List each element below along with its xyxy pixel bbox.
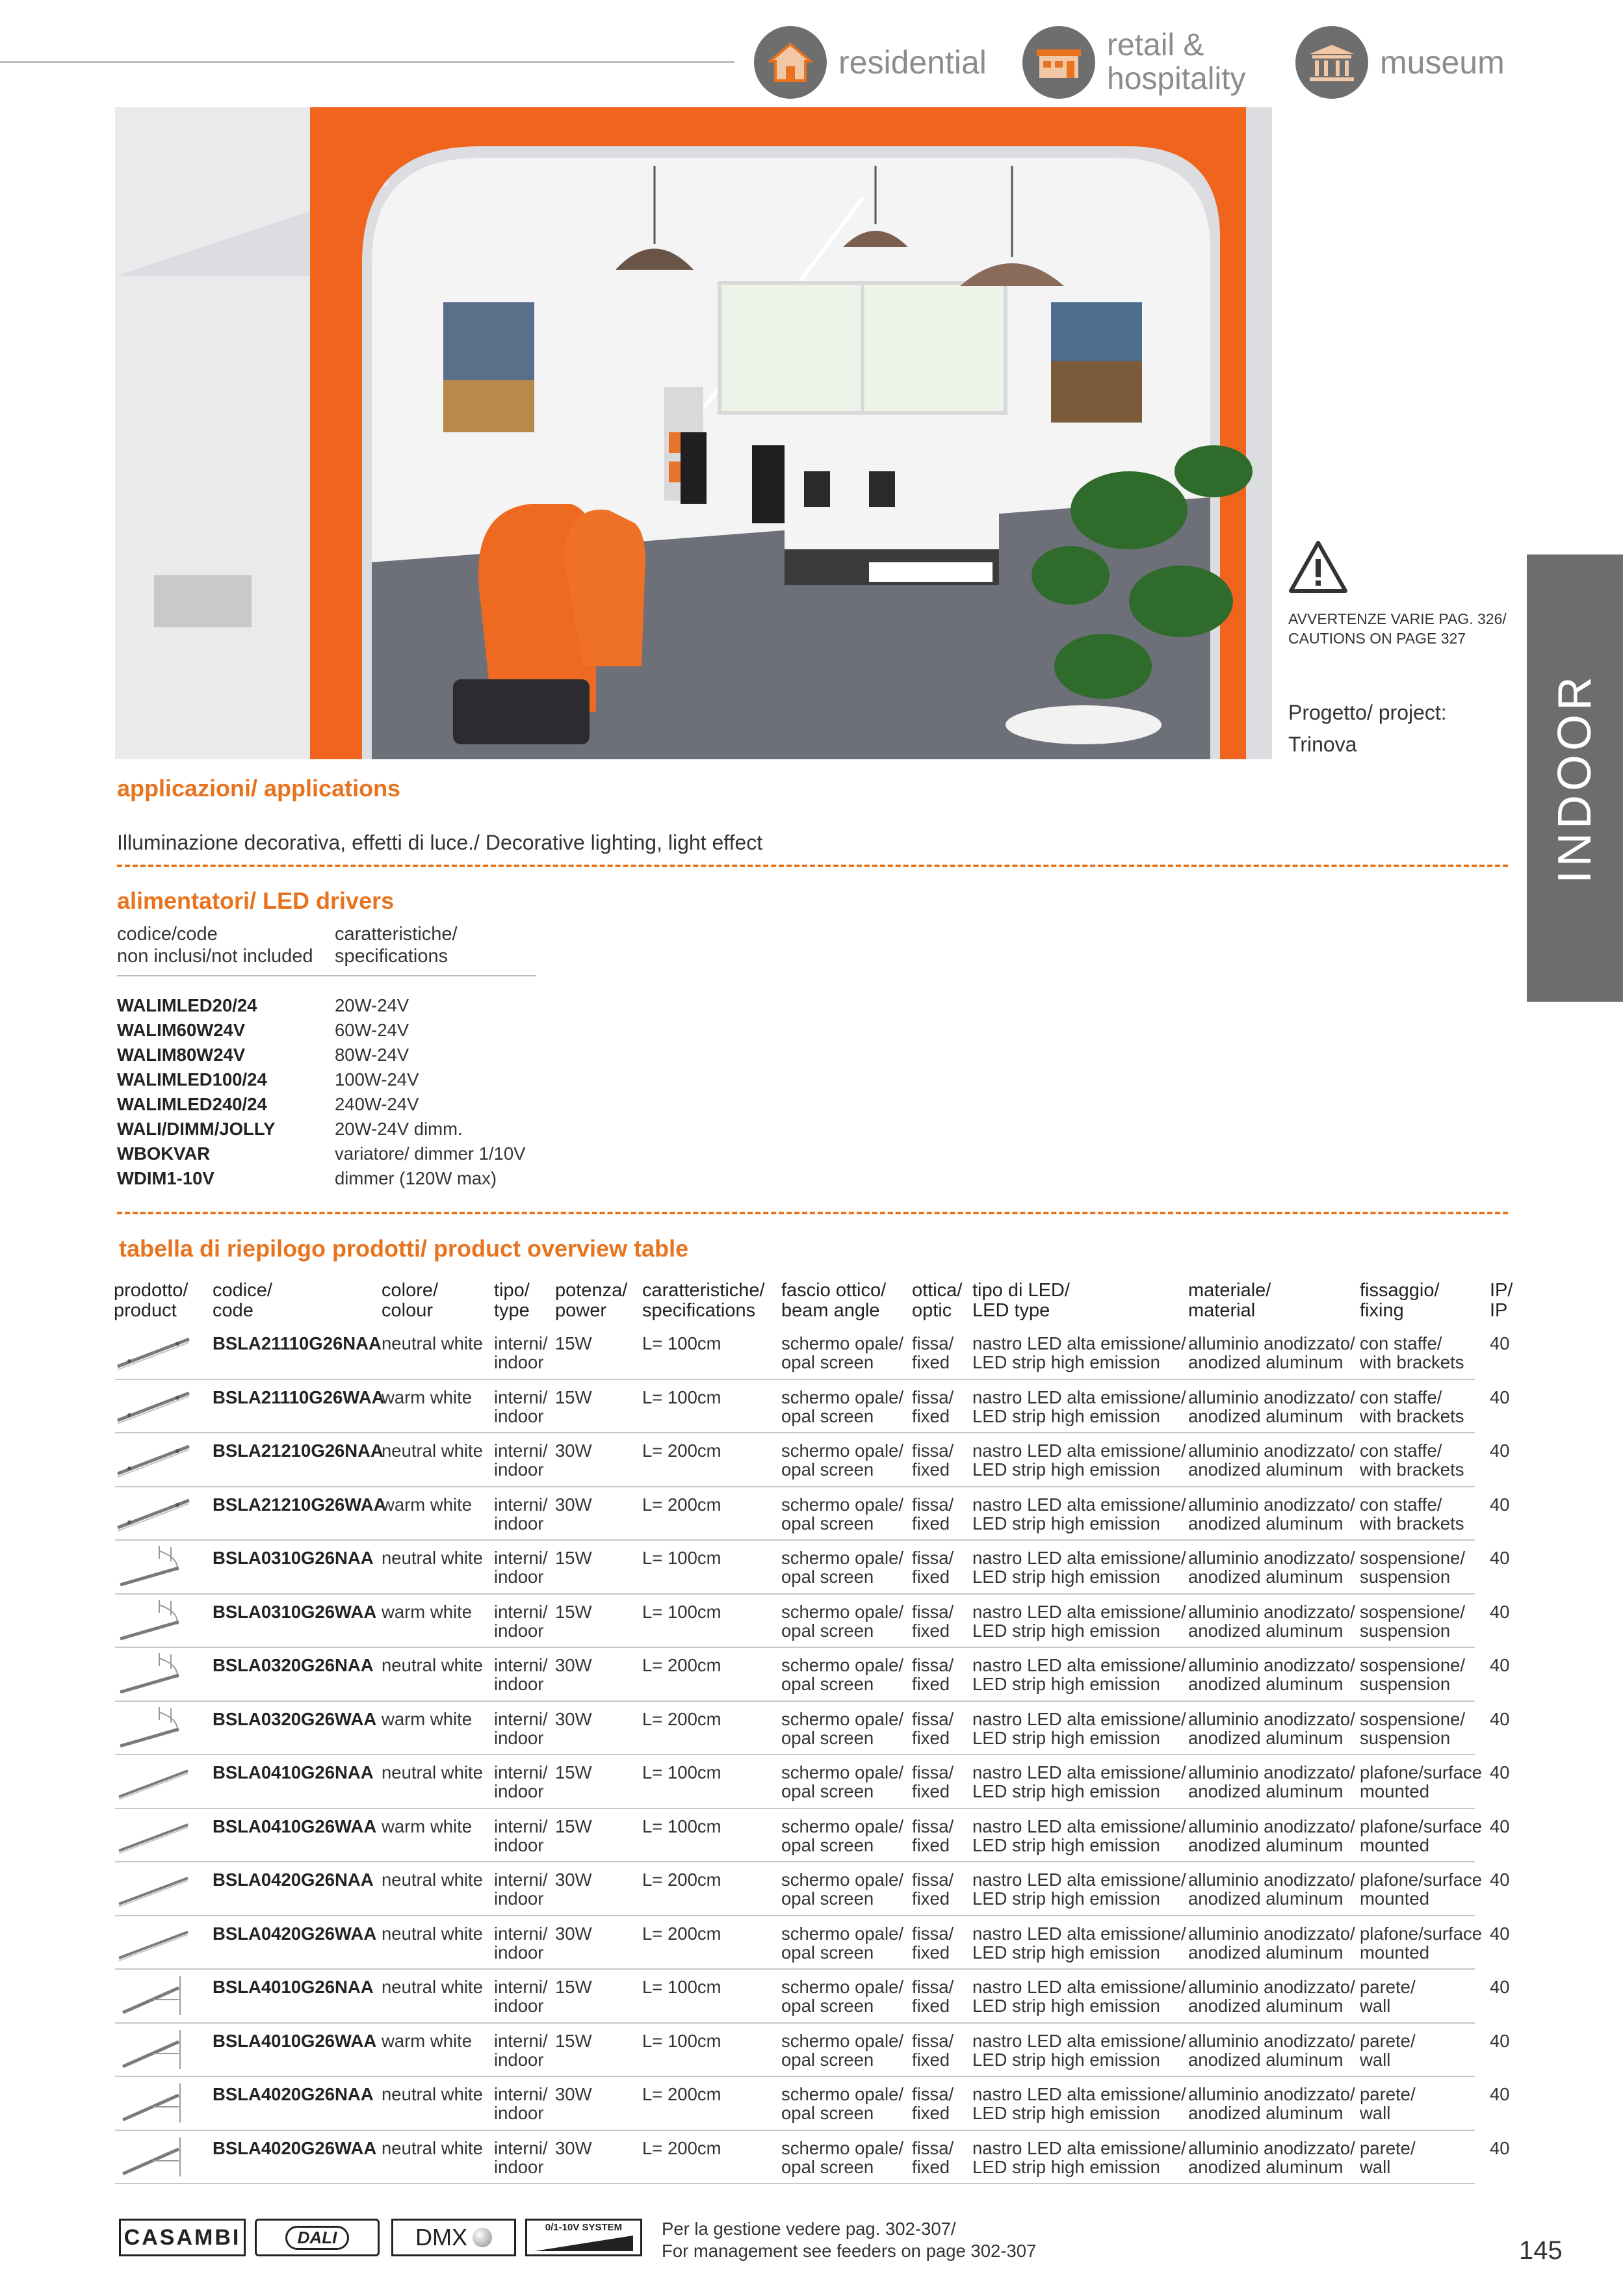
cell-colour: neutral white [382, 2084, 483, 2104]
driver-code: WBOKVAR [117, 1143, 211, 1164]
cell-material: alluminio anodizzato/ anodized aluminum [1188, 1762, 1355, 1801]
cell-type: interni/ indoor [494, 1923, 548, 1963]
cell-ip: 40 [1490, 1333, 1510, 1353]
th-led: tipo di LED/ LED type [972, 1280, 1070, 1321]
cell-beam: schermo opale/ opal screen [781, 1494, 904, 1533]
cell-material: alluminio anodizzato/ anodized aluminum [1188, 1977, 1355, 2016]
cell-power: 15W [555, 1601, 592, 1622]
cell-optic: fissa/ fixed [912, 1548, 954, 1587]
cell-optic: fissa/ fixed [912, 1387, 954, 1426]
cell-ip: 40 [1490, 1494, 1510, 1515]
note-line: Per la gestione vedere pag. 302-307/ [662, 2219, 956, 2239]
row-divider [115, 2183, 1475, 2184]
product-thumbnail-strip-diagonal [114, 1437, 192, 1486]
table-row [0, 1380, 1623, 1434]
product-thumbnail-suspension [114, 1598, 192, 1647]
product-thumbnail-surface [114, 1813, 192, 1862]
cell-type: interni/ indoor [494, 1816, 548, 1855]
product-thumbnail-strip-diagonal [114, 1384, 192, 1433]
driver-row [117, 1141, 572, 1166]
th-fixing: fissaggio/ fixing [1360, 1280, 1440, 1321]
cell-fixing: sospensione/ suspension [1360, 1655, 1466, 1694]
driver-spec: dimmer (120W max) [335, 1168, 497, 1188]
driver-code: WALIMLED240/24 [117, 1094, 267, 1114]
shop-icon [1022, 26, 1095, 99]
product-thumbnail-wall [114, 2028, 192, 2076]
cell-code: BSLA4020G26WAA [213, 2137, 377, 2158]
driver-row [117, 1166, 572, 1191]
cell-type: interni/ indoor [494, 2137, 548, 2177]
cell-code: BSLA0420G26WAA [213, 1923, 377, 1944]
cell-led: nastro LED alta emissione/ LED strip high emission [972, 1655, 1186, 1694]
table-row [0, 1970, 1623, 2024]
cell-ip: 40 [1490, 1977, 1510, 1997]
project-name: Trinova [1288, 733, 1357, 756]
th-material: materiale/ material [1188, 1280, 1271, 1321]
cell-specs: L= 100cm [642, 1387, 721, 1407]
driver-spec: variatore/ dimmer 1/10V [335, 1143, 526, 1164]
cell-beam: schermo opale/ opal screen [781, 1548, 904, 1587]
product-thumbnail-surface [114, 1866, 192, 1915]
th-beam: fascio ottico/ beam angle [781, 1280, 887, 1321]
cell-specs: L= 200cm [642, 2084, 721, 2104]
drivers-header-code [117, 923, 313, 967]
cell-material: alluminio anodizzato/ anodized aluminum [1188, 1387, 1355, 1426]
cell-fixing: con staffe/ with brackets [1360, 1333, 1464, 1372]
cell-specs: L= 100cm [642, 1977, 721, 1997]
cell-type: interni/ indoor [494, 1762, 548, 1801]
table-row [0, 1595, 1623, 1649]
cell-type: interni/ indoor [494, 2030, 548, 2070]
cell-colour: neutral white [382, 1548, 483, 1568]
cell-code: BSLA0410G26NAA [213, 1762, 374, 1782]
table-row [0, 1648, 1623, 1702]
cell-beam: schermo opale/ opal screen [781, 1816, 904, 1855]
dmx-logo: DMX [391, 2219, 516, 2256]
driver-spec: 80W-24V [335, 1045, 409, 1065]
driver-row [117, 993, 572, 1018]
th-product: prodotto/ product [114, 1280, 188, 1321]
cell-beam: schermo opale/ opal screen [781, 2137, 904, 2177]
cell-specs: L= 200cm [642, 1655, 721, 1675]
cell-type: interni/ indoor [494, 1655, 548, 1694]
cell-power: 30W [555, 2084, 592, 2104]
category-retail-hospitality[interactable] [1022, 26, 1245, 99]
cell-fixing: plafone/surface mounted [1360, 1870, 1483, 1909]
cell-colour: warm white [382, 1494, 473, 1515]
cell-beam: schermo opale/ opal screen [781, 1870, 904, 1909]
note-line: For management see feeders on page 302-307 [662, 2241, 1037, 2261]
cell-specs: L= 200cm [642, 1923, 721, 1944]
cell-colour: neutral white [382, 1333, 483, 1353]
cell-fixing: plafone/surface mounted [1360, 1816, 1483, 1855]
driver-code: WALIM80W24V [117, 1045, 246, 1065]
product-thumbnail-strip-diagonal [114, 1330, 192, 1379]
driver-code: WALIMLED100/24 [117, 1069, 267, 1089]
cell-beam: schermo opale/ opal screen [781, 1441, 904, 1480]
project-photo [115, 107, 1272, 759]
cell-code: BSLA0310G26WAA [213, 1601, 377, 1622]
cell-colour: warm white [382, 1387, 473, 1407]
cell-material: alluminio anodizzato/ anodized aluminum [1188, 1601, 1355, 1641]
cell-fixing: parete/ wall [1360, 1977, 1416, 2016]
category-residential[interactable] [754, 26, 987, 99]
cell-colour: neutral white [382, 1441, 483, 1461]
cell-fixing: parete/ wall [1360, 2030, 1416, 2070]
product-thumbnail-wall [114, 2081, 192, 2130]
cell-power: 30W [555, 2137, 592, 2158]
page-number: 145 [1519, 2236, 1563, 2265]
cell-fixing: con staffe/ with brackets [1360, 1441, 1464, 1480]
cell-power: 30W [555, 1655, 592, 1675]
cell-type: interni/ indoor [494, 1494, 548, 1533]
top-rule [0, 61, 734, 63]
table-row [0, 2077, 1623, 2131]
cell-led: nastro LED alta emissione/ LED strip high emission [972, 2030, 1186, 2070]
applications-heading: applicazioni/ applications [117, 775, 401, 802]
cell-beam: schermo opale/ opal screen [781, 1977, 904, 2016]
header-line: codice/code [117, 924, 218, 945]
header-line: specifications [335, 946, 448, 967]
cell-specs: L= 100cm [642, 1601, 721, 1622]
cell-led: nastro LED alta emissione/ LED strip high emission [972, 1870, 1186, 1909]
cell-ip: 40 [1490, 1762, 1510, 1782]
cell-power: 15W [555, 1548, 592, 1568]
cell-led: nastro LED alta emissione/ LED strip high emission [972, 1923, 1186, 1963]
overview-table-header [0, 1281, 1623, 1326]
cell-specs: L= 100cm [642, 1762, 721, 1782]
product-thumbnail-suspension [114, 1706, 192, 1755]
cell-fixing: parete/ wall [1360, 2084, 1416, 2123]
cell-beam: schermo opale/ opal screen [781, 1333, 904, 1372]
cell-code: BSLA4010G26NAA [213, 1977, 374, 1997]
cell-type: interni/ indoor [494, 1548, 548, 1587]
museum-icon [1295, 26, 1368, 99]
cell-optic: fissa/ fixed [912, 1494, 954, 1533]
overview-heading: tabella di riepilogo prodotti/ product overview table [119, 1235, 689, 1262]
cell-specs: L= 100cm [642, 1548, 721, 1568]
cell-specs: L= 200cm [642, 1870, 721, 1890]
cell-material: alluminio anodizzato/ anodized aluminum [1188, 1816, 1355, 1855]
cell-colour: warm white [382, 2030, 473, 2051]
driver-spec: 100W-24V [335, 1069, 419, 1089]
cell-specs: L= 200cm [642, 1494, 721, 1515]
cell-optic: fissa/ fixed [912, 1816, 954, 1855]
dmx-globe-icon [473, 2228, 492, 2247]
dashed-divider [117, 1212, 1508, 1214]
header-line: caratteristiche/ [335, 924, 458, 945]
th-specs: caratteristiche/ specifications [642, 1280, 765, 1321]
cell-colour: neutral white [382, 1655, 483, 1675]
driver-spec: 240W-24V [335, 1094, 419, 1114]
th-power: potenza/ power [555, 1280, 628, 1321]
cell-beam: schermo opale/ opal screen [781, 1655, 904, 1694]
cell-code: BSLA21110G26NAA [213, 1333, 382, 1353]
driver-code: WALIMLED20/24 [117, 995, 257, 1015]
cell-code: BSLA21110G26WAA [213, 1387, 385, 1407]
cell-optic: fissa/ fixed [912, 1333, 954, 1372]
dashed-divider [117, 865, 1508, 867]
cell-ip: 40 [1490, 1601, 1510, 1622]
cell-optic: fissa/ fixed [912, 1601, 954, 1641]
cell-beam: schermo opale/ opal screen [781, 1387, 904, 1426]
drivers-table [117, 993, 572, 1191]
cell-ip: 40 [1490, 1441, 1510, 1461]
cell-optic: fissa/ fixed [912, 1441, 954, 1480]
cell-colour: neutral white [382, 1762, 483, 1782]
cell-type: interni/ indoor [494, 1601, 548, 1641]
cell-power: 15W [555, 1387, 592, 1407]
product-thumbnail-wall [114, 2135, 192, 2184]
cell-beam: schermo opale/ opal screen [781, 1762, 904, 1801]
cell-ip: 40 [1490, 1870, 1510, 1890]
cell-led: nastro LED alta emissione/ LED strip high emission [972, 1977, 1186, 2016]
cell-led: nastro LED alta emissione/ LED strip high emission [972, 1494, 1186, 1533]
table-row [0, 1433, 1623, 1487]
cell-ip: 40 [1490, 2084, 1510, 2104]
cell-ip: 40 [1490, 1816, 1510, 1836]
cell-type: interni/ indoor [494, 1441, 548, 1480]
cell-led: nastro LED alta emissione/ LED strip high emission [972, 1816, 1186, 1855]
driver-code: WALI/DIMM/JOLLY [117, 1119, 276, 1139]
cell-code: BSLA0320G26WAA [213, 1708, 377, 1729]
driver-row [117, 1117, 572, 1141]
table-row [0, 1702, 1623, 1756]
cell-colour: neutral white [382, 2137, 483, 2158]
dimmer-1-10v-logo: 0/1-10V SYSTEM [525, 2219, 642, 2256]
cell-optic: fissa/ fixed [912, 1762, 954, 1801]
cell-colour: neutral white [382, 1977, 483, 1997]
cell-optic: fissa/ fixed [912, 2137, 954, 2177]
cell-type: interni/ indoor [494, 2084, 548, 2123]
cell-specs: L= 100cm [642, 1333, 721, 1353]
driver-row [117, 1018, 572, 1043]
cell-ip: 40 [1490, 1923, 1510, 1944]
cell-beam: schermo opale/ opal screen [781, 1601, 904, 1641]
cell-power: 15W [555, 1333, 592, 1353]
cell-code: BSLA0320G26NAA [213, 1655, 374, 1675]
cell-led: nastro LED alta emissione/ LED strip high emission [972, 2084, 1186, 2123]
category-label: retail & hospitality [1107, 28, 1246, 96]
cell-material: alluminio anodizzato/ anodized aluminum [1188, 1708, 1355, 1748]
ramp-icon [532, 2233, 636, 2252]
cell-specs: L= 200cm [642, 1441, 721, 1461]
table-row [0, 1916, 1623, 1970]
category-museum[interactable] [1295, 26, 1505, 99]
cell-beam: schermo opale/ opal screen [781, 1708, 904, 1748]
cell-power: 15W [555, 1977, 592, 1997]
cell-optic: fissa/ fixed [912, 1870, 954, 1909]
drivers-header-spec [335, 923, 458, 967]
th-optic: ottica/ optic [912, 1280, 963, 1321]
cell-material: alluminio anodizzato/ anodized aluminum [1188, 2137, 1355, 2177]
project-credit [1288, 697, 1447, 761]
management-note [662, 2218, 1036, 2262]
cell-optic: fissa/ fixed [912, 1655, 954, 1694]
cell-specs: L= 200cm [642, 1708, 721, 1729]
casambi-logo: CASAMBI [119, 2219, 246, 2256]
house-icon [754, 26, 827, 99]
cell-beam: schermo opale/ opal screen [781, 1923, 904, 1963]
cell-led: nastro LED alta emissione/ LED strip high emission [972, 1548, 1186, 1587]
cell-fixing: sospensione/ suspension [1360, 1708, 1466, 1748]
cell-material: alluminio anodizzato/ anodized aluminum [1188, 1870, 1355, 1909]
product-thumbnail-surface [114, 1920, 192, 1969]
warning-triangle-icon [1288, 540, 1348, 597]
driver-row [117, 1092, 572, 1117]
drivers-header-rule [117, 975, 536, 976]
cell-material: alluminio anodizzato/ anodized aluminum [1188, 1333, 1355, 1372]
th-type: tipo/ type [494, 1280, 530, 1321]
cell-type: interni/ indoor [494, 1870, 548, 1909]
cell-specs: L= 100cm [642, 2030, 721, 2051]
cell-ip: 40 [1490, 2137, 1510, 2158]
cell-ip: 40 [1490, 1655, 1510, 1675]
driver-spec: 20W-24V dimm. [335, 1119, 463, 1139]
overview-table-body [0, 1326, 1623, 2184]
cell-led: nastro LED alta emissione/ LED strip high emission [972, 1333, 1186, 1372]
section-tab-label: INDOOR [1549, 673, 1601, 883]
cell-code: BSLA0420G26NAA [213, 1870, 374, 1890]
cell-fixing: plafone/surface mounted [1360, 1923, 1483, 1963]
cell-specs: L= 200cm [642, 2137, 721, 2158]
driver-spec: 20W-24V [335, 995, 409, 1015]
cell-material: alluminio anodizzato/ anodized aluminum [1188, 1494, 1355, 1533]
cautions-line-it: AVVERTENZE VARIE PAG. 326/ [1288, 610, 1507, 627]
cell-colour: warm white [382, 1708, 473, 1729]
cell-material: alluminio anodizzato/ anodized aluminum [1188, 1655, 1355, 1694]
cell-beam: schermo opale/ opal screen [781, 2084, 904, 2123]
cautions-note [1288, 609, 1507, 648]
cell-material: alluminio anodizzato/ anodized aluminum [1188, 1441, 1355, 1480]
category-label: museum [1380, 44, 1505, 81]
cell-led: nastro LED alta emissione/ LED strip high emission [972, 1387, 1186, 1426]
cell-power: 30W [555, 1494, 592, 1515]
table-row [0, 1487, 1623, 1541]
cell-power: 15W [555, 1816, 592, 1836]
table-row [0, 1326, 1623, 1380]
applications-text: Illuminazione decorativa, effetti di luce./ Decorative lighting, light effect [117, 831, 763, 854]
cell-power: 30W [555, 1708, 592, 1729]
cell-ip: 40 [1490, 1387, 1510, 1407]
cautions-line-en: CAUTIONS ON PAGE 327 [1288, 630, 1466, 647]
driver-spec: 60W-24V [335, 1020, 409, 1040]
table-row [0, 1541, 1623, 1595]
cell-power: 15W [555, 2030, 592, 2051]
cell-type: interni/ indoor [494, 1708, 548, 1748]
table-row [0, 2131, 1623, 2185]
cell-optic: fissa/ fixed [912, 2030, 954, 2070]
cell-code: BSLA0410G26WAA [213, 1816, 377, 1836]
cell-code: BSLA21210G26NAA [213, 1441, 383, 1461]
cell-colour: neutral white [382, 1870, 483, 1890]
th-ip: IP/ IP [1490, 1280, 1513, 1321]
category-label: residential [838, 44, 987, 81]
cell-fixing: plafone/surface mounted [1360, 1762, 1483, 1801]
driver-code: WDIM1-10V [117, 1168, 214, 1188]
cell-material: alluminio anodizzato/ anodized aluminum [1188, 2084, 1355, 2123]
table-row [0, 1862, 1623, 1916]
cell-fixing: sospensione/ suspension [1360, 1601, 1466, 1641]
product-thumbnail-suspension [114, 1545, 192, 1593]
cell-specs: L= 100cm [642, 1816, 721, 1836]
driver-row [117, 1043, 572, 1067]
dali-logo: DALI [255, 2219, 380, 2256]
table-row [0, 1755, 1623, 1809]
cell-colour: neutral white [382, 1923, 483, 1944]
cell-led: nastro LED alta emissione/ LED strip high emission [972, 1708, 1186, 1748]
drivers-heading: alimentatori/ LED drivers [117, 887, 395, 914]
driver-row [117, 1067, 572, 1092]
cell-optic: fissa/ fixed [912, 1708, 954, 1748]
cell-code: BSLA4020G26NAA [213, 2084, 374, 2104]
cell-optic: fissa/ fixed [912, 1977, 954, 2016]
product-thumbnail-suspension [114, 1652, 192, 1701]
project-label: Progetto/ project: [1288, 701, 1447, 724]
cell-fixing: sospensione/ suspension [1360, 1548, 1466, 1587]
cell-material: alluminio anodizzato/ anodized aluminum [1188, 1548, 1355, 1587]
table-row [0, 2024, 1623, 2078]
cell-power: 15W [555, 1762, 592, 1782]
cell-power: 30W [555, 1870, 592, 1890]
cell-optic: fissa/ fixed [912, 1923, 954, 1963]
cell-ip: 40 [1490, 1708, 1510, 1729]
product-thumbnail-surface [114, 1759, 192, 1808]
header-line: non inclusi/not included [117, 946, 313, 967]
cell-colour: warm white [382, 1816, 473, 1836]
cell-material: alluminio anodizzato/ anodized aluminum [1188, 2030, 1355, 2070]
cell-code: BSLA0310G26NAA [213, 1548, 374, 1568]
product-thumbnail-strip-diagonal [114, 1491, 192, 1540]
table-row [0, 1809, 1623, 1863]
cell-material: alluminio anodizzato/ anodized aluminum [1188, 1923, 1355, 1963]
th-code: codice/ code [213, 1280, 272, 1321]
cell-fixing: con staffe/ with brackets [1360, 1494, 1464, 1533]
cell-code: BSLA4010G26WAA [213, 2030, 377, 2051]
cell-colour: warm white [382, 1601, 473, 1622]
cell-led: nastro LED alta emissione/ LED strip high emission [972, 2137, 1186, 2177]
cell-type: interni/ indoor [494, 1387, 548, 1426]
cell-led: nastro LED alta emissione/ LED strip high emission [972, 1762, 1186, 1801]
cell-type: interni/ indoor [494, 1977, 548, 2016]
cell-optic: fissa/ fixed [912, 2084, 954, 2123]
cell-type: interni/ indoor [494, 1333, 548, 1372]
cell-power: 30W [555, 1441, 592, 1461]
th-colour: colore/ colour [382, 1280, 439, 1321]
cell-beam: schermo opale/ opal screen [781, 2030, 904, 2070]
cell-code: BSLA21210G26WAA [213, 1494, 387, 1515]
cell-power: 30W [555, 1923, 592, 1944]
cell-fixing: parete/ wall [1360, 2137, 1416, 2177]
section-tab-indoor [1527, 554, 1623, 1002]
cell-ip: 40 [1490, 2030, 1510, 2051]
product-thumbnail-wall [114, 1974, 192, 2022]
cell-led: nastro LED alta emissione/ LED strip high emission [972, 1601, 1186, 1641]
cell-fixing: con staffe/ with brackets [1360, 1387, 1464, 1426]
cell-ip: 40 [1490, 1548, 1510, 1568]
cell-led: nastro LED alta emissione/ LED strip high emission [972, 1441, 1186, 1480]
driver-code: WALIM60W24V [117, 1020, 246, 1040]
